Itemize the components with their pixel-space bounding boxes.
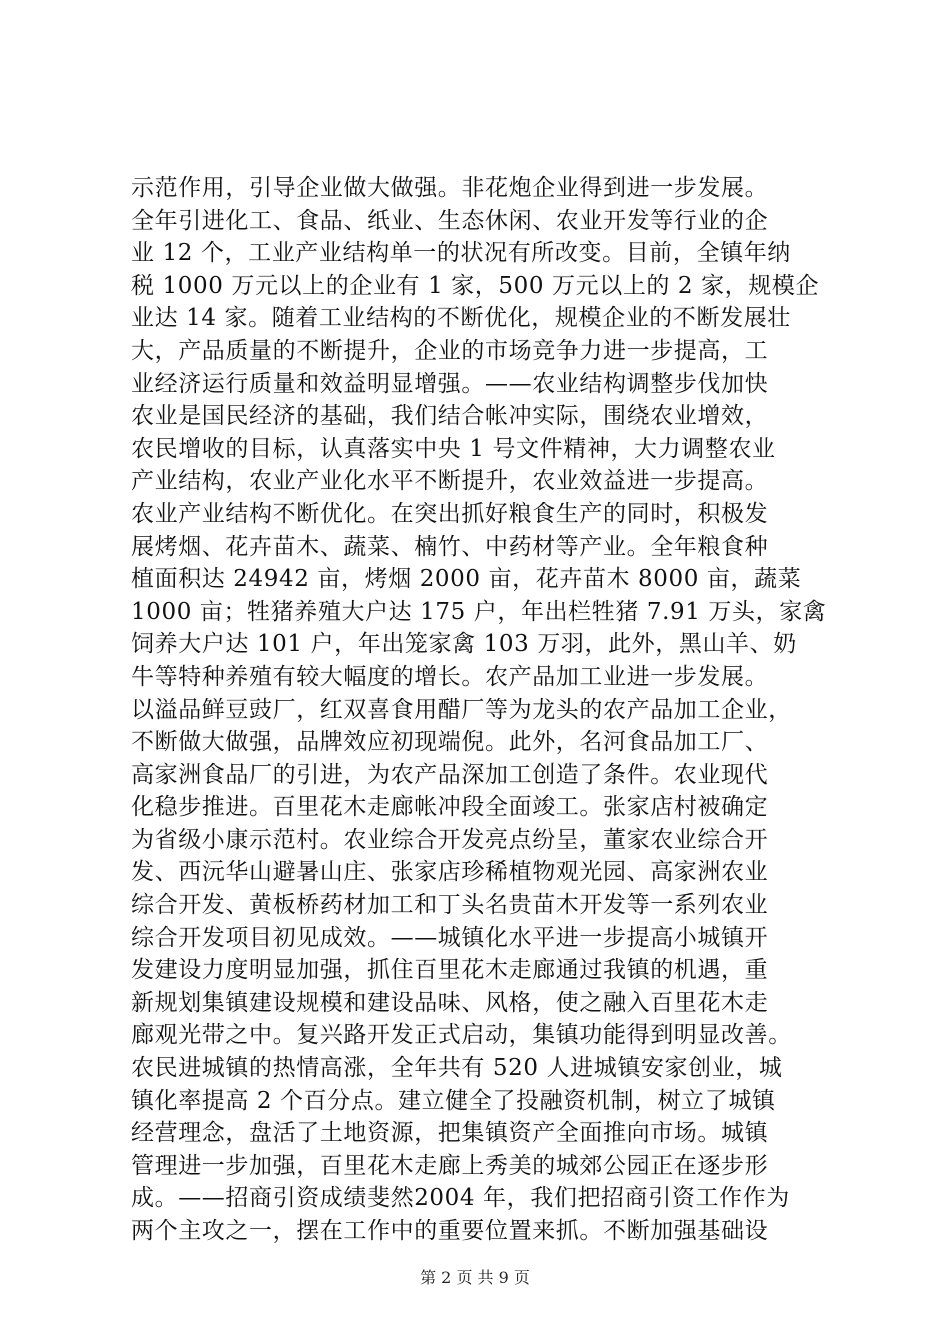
body-text bbox=[131, 172, 831, 1248]
text-line: 全年引进化工、食品、纸业、生态休闲、农业开发等行业的企 bbox=[131, 207, 769, 234]
text-line: 业 12 个，工业产业结构单一的状况有所改变。目前，全镇年纳 bbox=[131, 240, 791, 267]
page-footer bbox=[0, 1268, 950, 1288]
text-line: 经营理念，盘活了土地资源，把集镇资产全面推向市场。城镇 bbox=[131, 1120, 769, 1147]
text-line: 税 1000 万元以上的企业有 1 家，500 万元以上的 2 家，规模企 bbox=[131, 272, 820, 299]
text-line: 展烤烟、花卉苗木、蔬菜、楠竹、中药材等产业。全年粮食种 bbox=[131, 533, 769, 560]
text-line: 成。——招商引资成绩斐然2004 年，我们把招商引资工作作为 bbox=[131, 1185, 790, 1212]
text-line: 大，产品质量的不断提升，企业的市场竞争力进一步提高，工 bbox=[131, 337, 769, 364]
text-line: 镇化率提高 2 个百分点。建立健全了投融资机制，树立了城镇 bbox=[131, 1087, 776, 1114]
text-line: 农业产业结构不断优化。在突出抓好粮食生产的同时，积极发 bbox=[131, 500, 769, 527]
text-line: 不断做大做强，品牌效应初现端倪。此外，名河食品加工厂、 bbox=[131, 729, 769, 756]
text-line: 业经济运行质量和效益明显增强。——农业结构调整步伐加快 bbox=[131, 370, 769, 397]
text-line: 业达 14 家。随着工业结构的不断优化，规模企业的不断发展壮 bbox=[131, 305, 791, 332]
text-line: 植面积达 24942 亩，烤烟 2000 亩，花卉苗木 8000 亩，蔬菜 bbox=[131, 566, 802, 593]
text-line: 廊观光带之中。复兴路开发正式启动，集镇功能得到明显改善。 bbox=[131, 1022, 792, 1049]
text-line: 综合开发、黄板桥药材加工和丁头名贵苗木开发等一系列农业 bbox=[131, 892, 769, 919]
text-line: 高家洲食品厂的引进，为农产品深加工创造了条件。农业现代 bbox=[131, 761, 769, 788]
text-line: 农业是国民经济的基础，我们结合帐冲实际，围绕农业增效， bbox=[131, 403, 769, 430]
text-line: 为省级小康示范村。农业综合开发亮点纷呈，董家农业综合开 bbox=[131, 826, 769, 853]
text-line: 管理进一步加强，百里花木走廊上秀美的城郊公园正在逐步形 bbox=[131, 1152, 769, 1179]
text-line: 发建设力度明显加强，抓住百里花木走廊通过我镇的机遇，重 bbox=[131, 957, 769, 984]
text-line: 新规划集镇建设规模和建设品味、风格，使之融入百里花木走 bbox=[131, 989, 769, 1016]
text-line: 饲养大户达 101 户，年出笼家禽 103 万羽，此外，黑山羊、奶 bbox=[131, 631, 797, 658]
text-line: 示范作用，引导企业做大做强。非花炮企业得到进一步发展。 bbox=[131, 175, 769, 201]
text-line: 化稳步推进。百里花木走廊帐冲段全面竣工。张家店村被确定 bbox=[131, 794, 769, 821]
page-number-label: 第 2 页 共 9 页 bbox=[420, 1268, 530, 1287]
text-line: 产业结构，农业产业化水平不断提升，农业效益进一步提高。 bbox=[131, 468, 769, 495]
text-line: 农民进城镇的热情高涨，全年共有 520 人进城镇安家创业，城 bbox=[131, 1055, 783, 1082]
text-line: 牛等特种养殖有较大幅度的增长。农产品加工业进一步发展。 bbox=[131, 663, 769, 690]
text-line: 以溢品鲜豆豉厂，红双喜食用醋厂等为龙头的农产品加工企业， bbox=[131, 696, 792, 723]
text-line: 发、西沅华山避暑山庄、张家店珍稀植物观光园、高家洲农业 bbox=[131, 859, 769, 886]
text-line: 1000 亩；牲猪养殖大户达 175 户，年出栏牲猪 7.91 万头，家禽 bbox=[131, 598, 827, 625]
text-line: 综合开发项目初见成效。——城镇化水平进一步提高小城镇开 bbox=[131, 924, 769, 951]
text-line: 农民增收的目标，认真落实中央 1 号文件精神，大力调整农业 bbox=[131, 435, 776, 462]
text-line: 两个主攻之一，摆在工作中的重要位置来抓。不断加强基础设 bbox=[131, 1218, 769, 1244]
